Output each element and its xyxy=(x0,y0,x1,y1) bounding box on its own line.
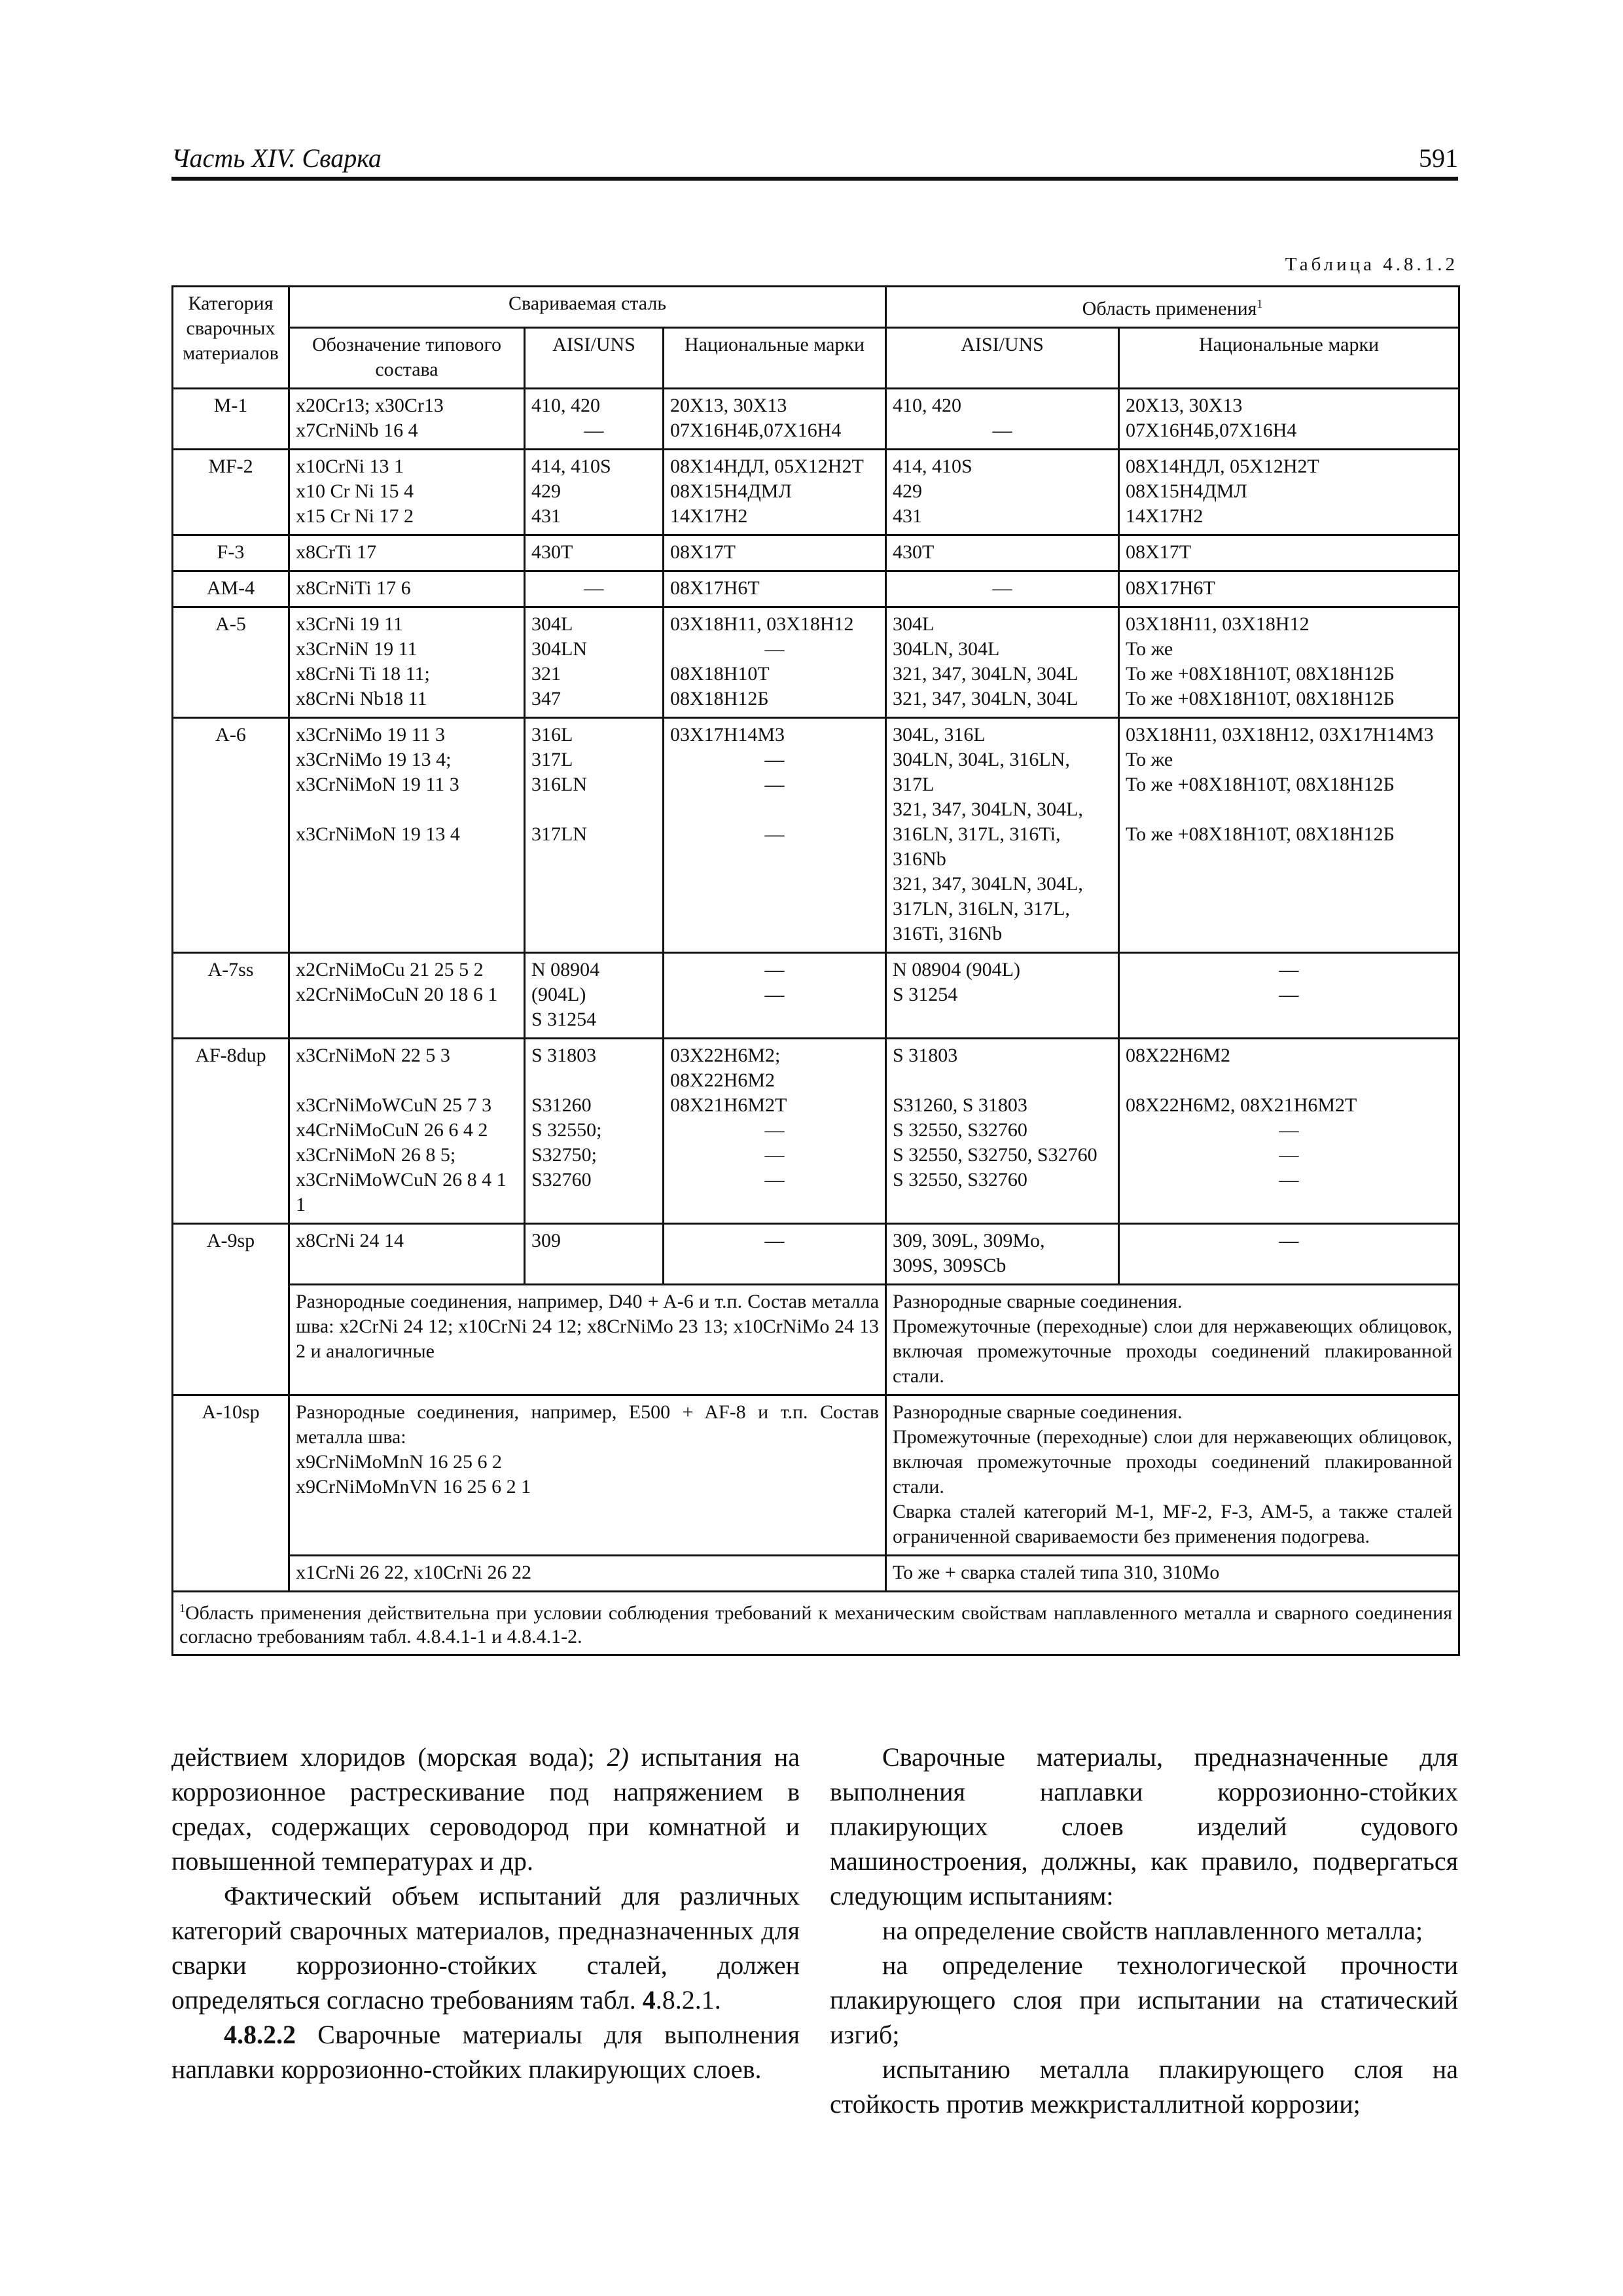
cell-line: 410, 420 xyxy=(893,395,962,416)
cell-line: 309, 309L, 309Mo, xyxy=(893,1230,1045,1251)
cell-line: x3CrNiMoN 19 13 4 xyxy=(296,823,460,845)
cell-line: 317LN, 316LN, 317L, xyxy=(893,898,1070,920)
cell-line: — xyxy=(584,577,604,599)
cell-line: 321, 347, 304LN, 304L xyxy=(893,663,1079,685)
cell-line: x3CrNiMoN 26 8 5; xyxy=(296,1144,456,1166)
cell-line: 03Х17Н14М3 xyxy=(670,724,785,745)
app-national-cell xyxy=(1119,953,1459,1039)
table-row xyxy=(173,953,1459,1039)
header-application xyxy=(886,287,1459,328)
cell-line: — xyxy=(764,749,785,770)
app-national-cell xyxy=(1119,535,1459,571)
header-rule xyxy=(171,177,1458,181)
cell-line: 317LN xyxy=(531,823,587,845)
cell-line: 08Х17Н6Т xyxy=(1126,577,1215,599)
app-aisi-cell xyxy=(886,450,1119,535)
aisi-cell xyxy=(525,607,664,718)
cell-line: — xyxy=(992,577,1012,599)
cell-line: N 08904 (904L) xyxy=(531,959,600,1005)
aisi-cell xyxy=(525,1039,664,1224)
cell-line: x8CrNiTi 17 6 xyxy=(296,577,411,599)
footnote-mark: 1 xyxy=(179,1602,185,1615)
cell-line: 03Х18Н11, 03Х18Н12 xyxy=(1126,613,1310,635)
cell-line: 08Х22Н6М2 xyxy=(670,1069,776,1091)
cell-line: 304L xyxy=(893,613,935,635)
cell-line: То же +08Х18Н10Т, 08Х18Н12Б xyxy=(1126,688,1395,709)
running-title: Часть XIV. Сварка xyxy=(171,143,382,173)
cell-line: 08Х22Н6М2, 08Х21Н6М2Т xyxy=(1126,1094,1357,1116)
cell-line xyxy=(296,847,518,872)
cell-line: 304LN xyxy=(531,638,587,660)
cell-line: 08Х17Н6Т xyxy=(670,577,760,599)
cell-line: S31260, S 31803 xyxy=(893,1094,1027,1116)
table-row xyxy=(173,571,1459,607)
table-row xyxy=(173,1395,1459,1556)
cell-line: S 32550, S32750, S32760 xyxy=(893,1144,1097,1166)
cell-line: — xyxy=(764,774,785,795)
body-right-column xyxy=(830,1740,1458,2121)
cell-line: 431 xyxy=(531,505,561,527)
cell-line: 321, 347, 304LN, 304L xyxy=(893,688,1079,709)
cell-line xyxy=(893,1068,1112,1093)
table-row xyxy=(173,450,1459,535)
app-aisi-cell xyxy=(886,389,1119,450)
cell-line xyxy=(531,797,656,822)
table-row xyxy=(173,389,1459,450)
cell-line: — xyxy=(1279,959,1299,980)
paragraph: на определение свойств наплавленного металла; xyxy=(882,1916,1423,1945)
table-footnote xyxy=(173,1592,1459,1655)
app-aisi-cell xyxy=(886,953,1119,1039)
designation-cell xyxy=(289,607,525,718)
cell-line: 430T xyxy=(893,541,935,563)
cell-line: — xyxy=(1279,1144,1299,1166)
table-row xyxy=(173,535,1459,571)
designation-cell xyxy=(289,450,525,535)
cell-line xyxy=(296,1068,518,1093)
cell-line: x7CrNiNb 16 4 xyxy=(296,420,418,441)
cell-line: То же xyxy=(1126,638,1173,660)
category-cell: A-6 xyxy=(173,718,289,953)
cell-line: 316LN, 317L, 316Ti, 316Nb xyxy=(893,823,1061,870)
cell-line: Сварка сталей категорий M-1, MF-2, F-3, AM-5, а также сталей ограниченной свариваемости без применения подогрева. xyxy=(893,1501,1453,1547)
cell-line: 429 xyxy=(893,480,923,502)
designation-cell xyxy=(289,535,525,571)
table-subheader-row xyxy=(173,328,1459,389)
cell-line: 03Х22Н6М2; xyxy=(670,1045,781,1066)
cell-line: То же +08Х18Н10Т, 08Х18Н12Б xyxy=(1126,774,1395,795)
cell-line: 20Х13, 30Х13 xyxy=(670,395,787,416)
cell-line: 309S, 309SCb xyxy=(893,1255,1007,1276)
cell-line: — xyxy=(1279,1119,1299,1141)
cell-line: x8CrNi Nb18 11 xyxy=(296,688,427,709)
national-cell xyxy=(664,389,886,450)
national-cell xyxy=(664,607,886,718)
cell-line: x2CrNiMoCuN 20 18 6 1 xyxy=(296,984,498,1005)
cell-line: 317L xyxy=(531,749,573,770)
footnote-ref: 1 xyxy=(1257,297,1263,310)
cell-line: 316Ti, 316Nb xyxy=(893,923,1003,944)
category-cell: AM-4 xyxy=(173,571,289,607)
cell-line: Промежуточные (переходные) слои для нержавеющих облицовок, включая промежуточные проходы соединений плакированной стали. xyxy=(893,1426,1453,1498)
cell-line: x8CrNi 24 14 xyxy=(296,1230,404,1251)
cell-line: 309 xyxy=(531,1230,561,1251)
cell-line: S 32550, S32760 xyxy=(893,1169,1027,1191)
aisi-cell xyxy=(525,535,664,571)
cell-line: 08Х14НДЛ, 05Х12Н2Т xyxy=(1126,456,1319,477)
cell-line: 304LN, 304L xyxy=(893,638,1000,660)
category-cell: M-1 xyxy=(173,389,289,450)
dissimilar-application-cell xyxy=(886,1285,1459,1395)
cell-line: — xyxy=(1279,1230,1299,1251)
cell-line xyxy=(531,1068,656,1093)
aisi-cell xyxy=(525,389,664,450)
cell-line: 304LN, 304L, 316LN, 317L xyxy=(893,749,1070,795)
cell-line: — xyxy=(764,638,785,660)
cell-line xyxy=(1126,847,1452,872)
a10-steel-cell xyxy=(289,1395,886,1556)
cell-line xyxy=(670,797,879,822)
cell-line: — xyxy=(764,1119,785,1141)
national-cell xyxy=(664,535,886,571)
app-aisi-cell xyxy=(886,1224,1119,1285)
designation-cell xyxy=(289,389,525,450)
header-aisi: AISI/UNS xyxy=(525,328,664,389)
a10-steel2-cell: x1CrNi 26 22, x10CrNi 26 22 xyxy=(289,1556,886,1592)
cell-line xyxy=(296,797,518,822)
category-cell: MF-2 xyxy=(173,450,289,535)
national-cell xyxy=(664,1224,886,1285)
cell-line: — xyxy=(764,1144,785,1166)
cell-line: 414, 410S xyxy=(531,456,611,477)
national-cell xyxy=(664,718,886,953)
table-row xyxy=(173,718,1459,953)
cell-line: x20Cr13; x30Cr13 xyxy=(296,395,444,416)
text-run-italic: 2) xyxy=(607,1742,629,1772)
cell-line: 431 xyxy=(893,505,923,527)
cell-line: — xyxy=(584,420,604,441)
cell-line: x3CrNiMo 19 11 3 xyxy=(296,724,446,745)
designation-cell xyxy=(289,1224,525,1285)
cell-line: 321, 347, 304LN, 304L, xyxy=(893,798,1083,820)
cell-line: 07Х16Н4Б,07Х16Н4 xyxy=(1126,420,1297,441)
cell-line: S 31254 xyxy=(531,1009,597,1030)
section-number: 4.8.2.2 xyxy=(224,2020,296,2049)
cell-line: x3CrNiMoWCuN 25 7 3 xyxy=(296,1094,492,1116)
cell-line: 14Х17Н2 xyxy=(1126,505,1204,527)
app-aisi-cell xyxy=(886,1039,1119,1224)
app-national-cell xyxy=(1119,607,1459,718)
cell-line: Разнородные сварные соединения. xyxy=(893,1291,1183,1312)
cell-line: S 31803 xyxy=(893,1045,958,1066)
category-cell: F-3 xyxy=(173,535,289,571)
welding-materials-table xyxy=(171,285,1460,1656)
cell-line: x2CrNiMoCu 21 25 5 2 xyxy=(296,959,484,980)
cell-line: 414, 410S xyxy=(893,456,972,477)
a10-application2-cell: То же + сварка сталей типа 310, 310Mo xyxy=(886,1556,1459,1592)
cell-line xyxy=(1126,797,1452,822)
header-designation: Обозначение типового состава xyxy=(289,328,525,389)
header-national: Национальные марки xyxy=(664,328,886,389)
cell-line: x9CrNiMoMnVN 16 25 6 2 1 xyxy=(296,1476,531,1498)
text-run-bold: 4 xyxy=(642,1985,656,2015)
cell-line xyxy=(1126,872,1452,897)
header-app-aisi: AISI/UNS xyxy=(886,328,1119,389)
cell-line: N 08904 (904L) xyxy=(893,959,1021,980)
cell-line: 08Х18Н12Б xyxy=(670,688,769,709)
cell-line: S 31803 xyxy=(531,1045,597,1066)
national-cell xyxy=(664,953,886,1039)
cell-line: x3CrNiN 19 11 xyxy=(296,638,418,660)
cell-line: Разнородные соединения, например, E500 + AF-8 и т.п. Состав металла шва: xyxy=(296,1401,880,1448)
national-cell xyxy=(664,450,886,535)
cell-line xyxy=(531,872,656,897)
cell-line: 08Х14НДЛ, 05Х12Н2Т xyxy=(670,456,864,477)
aisi-cell xyxy=(525,1224,664,1285)
app-national-cell xyxy=(1119,389,1459,450)
cell-line: 08Х15Н4ДМЛ xyxy=(670,480,792,502)
cell-line: S32760 xyxy=(531,1169,592,1191)
body-left-column xyxy=(171,1740,800,2087)
cell-line: 08Х17Т xyxy=(1126,541,1192,563)
cell-line: — xyxy=(1279,984,1299,1005)
cell-line: 07Х16Н4Б,07Х16Н4 xyxy=(670,420,842,441)
cell-line: 03Х18Н11, 03Х18Н12, 03Х17Н14М3 xyxy=(1126,724,1434,745)
aisi-cell xyxy=(525,718,664,953)
cell-line: x8CrNi Ti 18 11; xyxy=(296,663,430,685)
national-cell xyxy=(664,1039,886,1224)
cell-line: 321 xyxy=(531,663,561,685)
page-number: 591 xyxy=(1419,143,1458,173)
footnote-text: Область применения действительна при условии соблюдения требований к механическим свойствам наплавленного металла и сварного соединения согласно требованиям табл. 4.8.4.1-1 и 4.8.4.1-2. xyxy=(179,1602,1453,1647)
app-national-cell xyxy=(1119,718,1459,953)
a10-application-cell xyxy=(886,1395,1459,1556)
page-header xyxy=(171,143,1458,182)
cell-line: 03Х18Н11, 03Х18Н12 xyxy=(670,613,854,635)
cell-line: x4CrNiMoCuN 26 6 4 2 xyxy=(296,1119,488,1141)
cell-line xyxy=(670,847,879,872)
table-row xyxy=(173,1039,1459,1224)
app-aisi-cell xyxy=(886,571,1119,607)
cell-line: S 32550; xyxy=(531,1119,602,1141)
cell-line: 316LN xyxy=(531,774,587,795)
designation-cell xyxy=(289,1039,525,1224)
paragraph xyxy=(171,1740,800,1878)
cell-line: x3CrNiMoN 19 11 3 xyxy=(296,774,459,795)
cell-line: x8CrTi 17 xyxy=(296,541,377,563)
cell-line: 08Х21Н6М2Т xyxy=(670,1094,787,1116)
app-aisi-cell xyxy=(886,535,1119,571)
cell-line: То же xyxy=(1126,749,1173,770)
cell-line: 20Х13, 30Х13 xyxy=(1126,395,1243,416)
cell-line: S 31254 xyxy=(893,984,958,1005)
cell-line: x3CrNiMoWCuN 26 8 4 1 1 xyxy=(296,1169,507,1215)
header-welded-steel: Свариваемая сталь xyxy=(289,287,886,328)
paragraph xyxy=(171,1878,800,2017)
paragraph xyxy=(171,2017,800,2087)
text-run: Фактический объем испытаний для различных категорий сварочных материалов, предназначенных для сварки коррозионно-стойких сталей, должен определяться согласно требованиям табл. xyxy=(171,1881,800,2015)
cell-line: S32750; xyxy=(531,1144,597,1166)
cell-line xyxy=(531,847,656,872)
cell-line: 347 xyxy=(531,688,561,709)
table-caption: Таблица 4.8.1.2 xyxy=(1285,254,1458,275)
table-header-row xyxy=(173,287,1459,328)
cell-line: 304L, 316L xyxy=(893,724,986,745)
designation-cell xyxy=(289,953,525,1039)
table-row xyxy=(173,1556,1459,1592)
cell-line: x3CrNiMo 19 13 4; xyxy=(296,749,452,770)
cell-line xyxy=(296,872,518,897)
cell-line: — xyxy=(992,420,1012,441)
cell-line: x9CrNiMoMnN 16 25 6 2 xyxy=(296,1451,503,1473)
category-cell: A-10sp xyxy=(173,1395,289,1592)
cell-line: x3CrNi 19 11 xyxy=(296,613,403,635)
cell-line: 410, 420 xyxy=(531,395,600,416)
cell-line: 429 xyxy=(531,480,561,502)
cell-line: 08Х17Т xyxy=(670,541,736,563)
cell-line: x3CrNiMoN 22 5 3 xyxy=(296,1045,450,1066)
category-cell: A-5 xyxy=(173,607,289,718)
cell-line xyxy=(670,872,879,897)
app-aisi-cell xyxy=(886,718,1119,953)
cell-line: 321, 347, 304LN, 304L, xyxy=(893,873,1083,895)
cell-line: x10CrNi 13 1 xyxy=(296,456,404,477)
cell-line xyxy=(1126,1068,1452,1093)
app-national-cell xyxy=(1119,1039,1459,1224)
header-app-national: Национальные марки xyxy=(1119,328,1459,389)
text-run: .8.2.1. xyxy=(655,1985,721,2015)
cell-line: 316L xyxy=(531,724,573,745)
designation-cell xyxy=(289,571,525,607)
table-row xyxy=(173,1224,1459,1285)
app-national-cell xyxy=(1119,1224,1459,1285)
text-run: Сварочные материалы для выполнения наплавки коррозионно-стойких плакирующих слоев. xyxy=(171,2020,800,2084)
cell-line: То же +08Х18Н10Т, 08Х18Н12Б xyxy=(1126,663,1395,685)
aisi-cell xyxy=(525,450,664,535)
cell-line: S 32550, S32760 xyxy=(893,1119,1027,1141)
cell-line: 304L xyxy=(531,613,573,635)
cell-line: 14Х17Н2 xyxy=(670,505,748,527)
cell-line: 08Х18Н10Т xyxy=(670,663,770,685)
cell-line: 430T xyxy=(531,541,573,563)
cell-line: Промежуточные (переходные) слои для нержавеющих облицовок, включая промежуточные проходы соединений плакированной стали. xyxy=(893,1316,1453,1387)
text-run: испытания на коррозионное растрескивание под напряжением в средах, содержащих сероводород при комнатной и повышенной температурах и др. xyxy=(171,1742,800,1876)
app-national-cell xyxy=(1119,571,1459,607)
app-aisi-cell xyxy=(886,607,1119,718)
cell-line: — xyxy=(764,959,785,980)
cell-line: — xyxy=(764,984,785,1005)
header-category: Категория сварочных материалов xyxy=(173,287,289,389)
category-cell: AF-8dup xyxy=(173,1039,289,1224)
category-cell: A-9sp xyxy=(173,1224,289,1395)
cell-line: — xyxy=(764,1169,785,1191)
paragraph: испытанию металла плакирующего слоя на стойкость против межкристаллитной коррозии; xyxy=(830,2054,1458,2119)
cell-line: S31260 xyxy=(531,1094,592,1116)
cell-line: — xyxy=(1279,1169,1299,1191)
footnote-row xyxy=(173,1592,1459,1655)
paragraph: Сварочные материалы, предназначенные для выполнения наплавки коррозионно-стойких плакирующих слоев изделий судового машиностроения, должны, как правило, подвергаться следующим испытаниям: xyxy=(830,1742,1458,1910)
dissimilar-steel-cell: Разнородные соединения, например, D40 + A-6 и т.п. Состав металла шва: x2CrNi 24 12; x10CrNi 24 12; x8CrNiMo 23 13; x10CrNiMo 24 13 2 и аналогичные xyxy=(289,1285,886,1395)
designation-cell xyxy=(289,718,525,953)
cell-line: Разнородные сварные соединения. xyxy=(893,1401,1183,1423)
app-national-cell xyxy=(1119,450,1459,535)
national-cell xyxy=(664,571,886,607)
cell-line: 08Х22Н6М2 xyxy=(1126,1045,1231,1066)
header-application-text: Область применения xyxy=(1082,298,1257,319)
text-run: действием хлоридов (морская вода); xyxy=(171,1742,607,1772)
category-cell: A-7ss xyxy=(173,953,289,1039)
table-row xyxy=(173,607,1459,718)
cell-line: x15 Cr Ni 17 2 xyxy=(296,505,414,527)
cell-line: — xyxy=(764,823,785,845)
cell-line: x10 Cr Ni 15 4 xyxy=(296,480,414,502)
cell-line: 08Х15Н4ДМЛ xyxy=(1126,480,1247,502)
table-row xyxy=(173,1285,1459,1395)
cell-line: — xyxy=(764,1230,785,1251)
paragraph: на определение технологической прочности плакирующего слоя при испытании на статический изгиб; xyxy=(830,1950,1458,2049)
cell-line: То же +08Х18Н10Т, 08Х18Н12Б xyxy=(1126,823,1395,845)
aisi-cell xyxy=(525,953,664,1039)
aisi-cell xyxy=(525,571,664,607)
